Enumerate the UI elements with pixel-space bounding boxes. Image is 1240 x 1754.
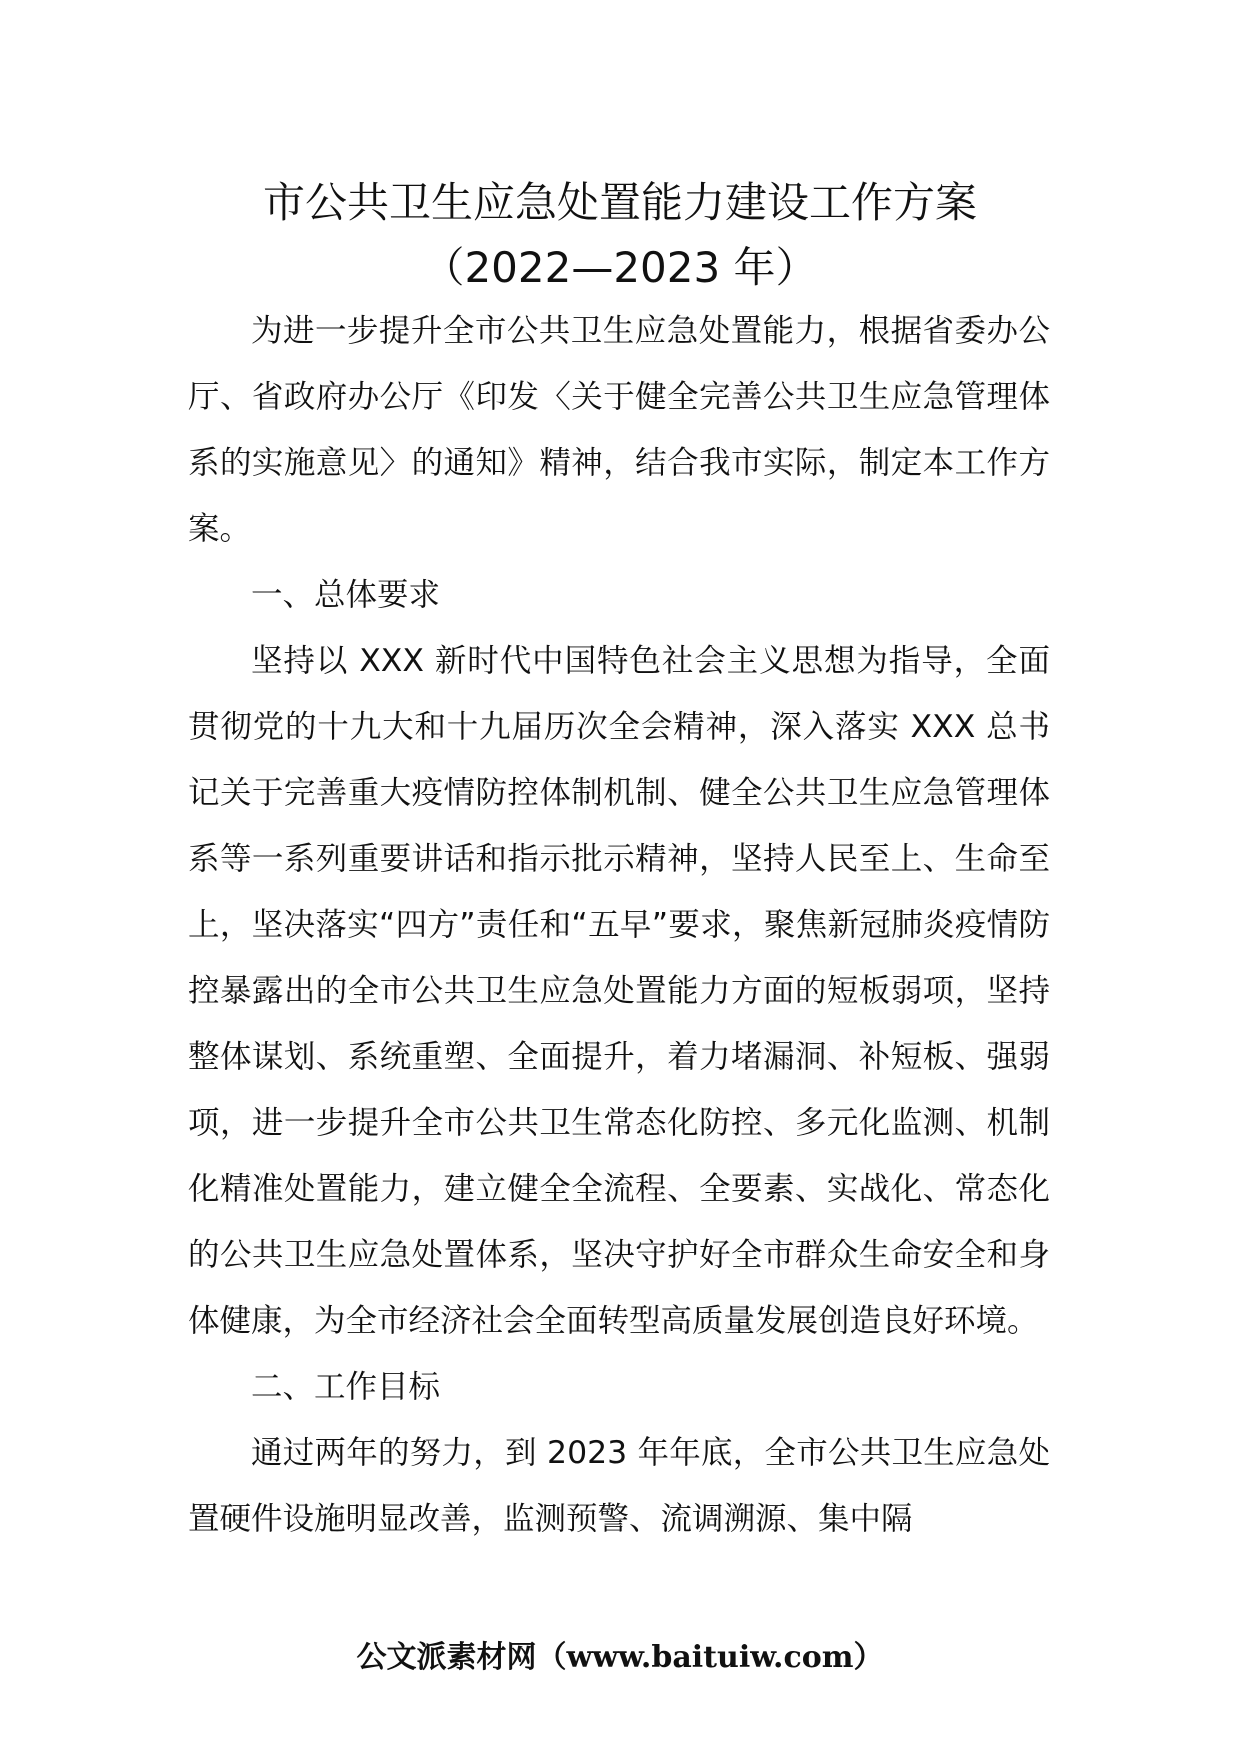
footer-site-name: 公文派素材网: [356, 1640, 537, 1675]
document-body: [188, 298, 1050, 1552]
document-subtitle-years: （2022—2023 年）: [422, 243, 818, 292]
overall-requirements-paragraph: 坚持以 XXX 新时代中国特色社会主义思想为指导，全面贯彻党的十九大和十九届历次全会精神，深入落实 XXX 总书记关于完善重大疫情防控体制机制、健全公共卫生应急管理体系等一系列重要讲话和指示批示精神，坚持人民至上、生命至上，坚决落实“四方”责任和“五早”要求，聚焦新冠肺炎疫情防控暴露出的全市公共卫生应急处置能力方面的短板弱项，坚持整体谋划、系统重塑、全面提升，着力堵漏洞、补短板、强弱项，进一步提升全市公共卫生常态化防控、多元化监测、机制化精准处置能力，建立健全全流程、全要素、实战化、常态化的公共卫生应急处置体系，坚决守护好全市群众生命安全和身体健康，为全市经济社会全面转型高质量发展创造良好环境。: [188, 643, 1050, 1339]
intro-paragraph: 为进一步提升全市公共卫生应急处置能力，根据省委办公厅、省政府办公厅《印发〈关于健全完善公共卫生应急管理体系的实施意见〉的通知》精神，结合我市实际，制定本工作方案。: [188, 313, 1050, 547]
page-footer: [0, 1636, 1240, 1680]
work-goals-paragraph: 通过两年的努力，到 2023 年年底，全市公共卫生应急处置硬件设施明显改善，监测预警、流调溯源、集中隔: [188, 1435, 1050, 1537]
footer-site-url: （www.baituiw.com）: [536, 1640, 884, 1675]
document-title: 市公共卫生应急处置能力建设工作方案: [262, 178, 977, 227]
section-heading-overall-requirements: 一、总体要求: [251, 577, 441, 613]
section-heading-work-goals: 二、工作目标: [251, 1369, 441, 1405]
